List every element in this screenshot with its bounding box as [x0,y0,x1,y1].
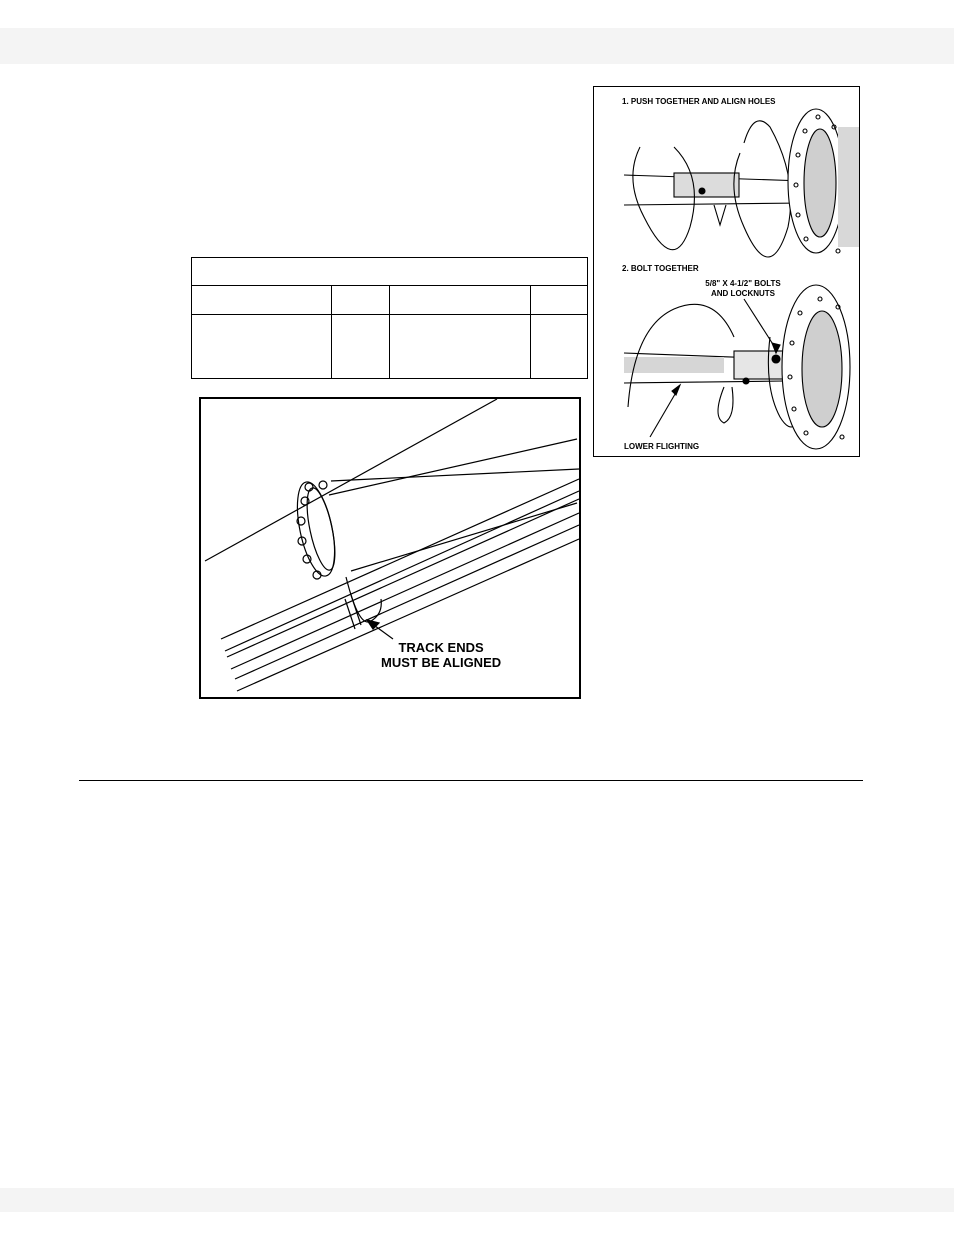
table-header-cell [530,286,587,314]
track-alignment-figure [199,397,581,699]
bolts-callout-line: 5/8" X 4-1/2" BOLTS [705,279,781,288]
table-cell [390,314,530,378]
step-two-label: 2. BOLT TOGETHER [622,264,699,273]
track-callout [381,640,501,670]
table-cell [530,314,587,378]
step-one-label: 1. PUSH TOGETHER AND ALIGN HOLES [622,97,776,106]
table-cell [332,314,390,378]
table-cell [192,314,332,378]
table-header-cell [332,286,390,314]
lower-flighting-label: LOWER FLIGHTING [624,442,700,451]
table-title-cell [192,258,588,286]
track-callout-line: TRACK ENDS [398,640,484,655]
bolts-callout-line: AND LOCKNUTS [711,289,775,298]
bolts-callout [697,279,789,299]
header-band [0,28,954,64]
section-divider [79,780,863,781]
table-header-cell [192,286,332,314]
track-callout-line: MUST BE ALIGNED [381,655,502,670]
specification-table [191,257,588,379]
footer-band [0,1188,954,1212]
flighting-assembly-figure [593,86,860,457]
table-header-cell [390,286,530,314]
